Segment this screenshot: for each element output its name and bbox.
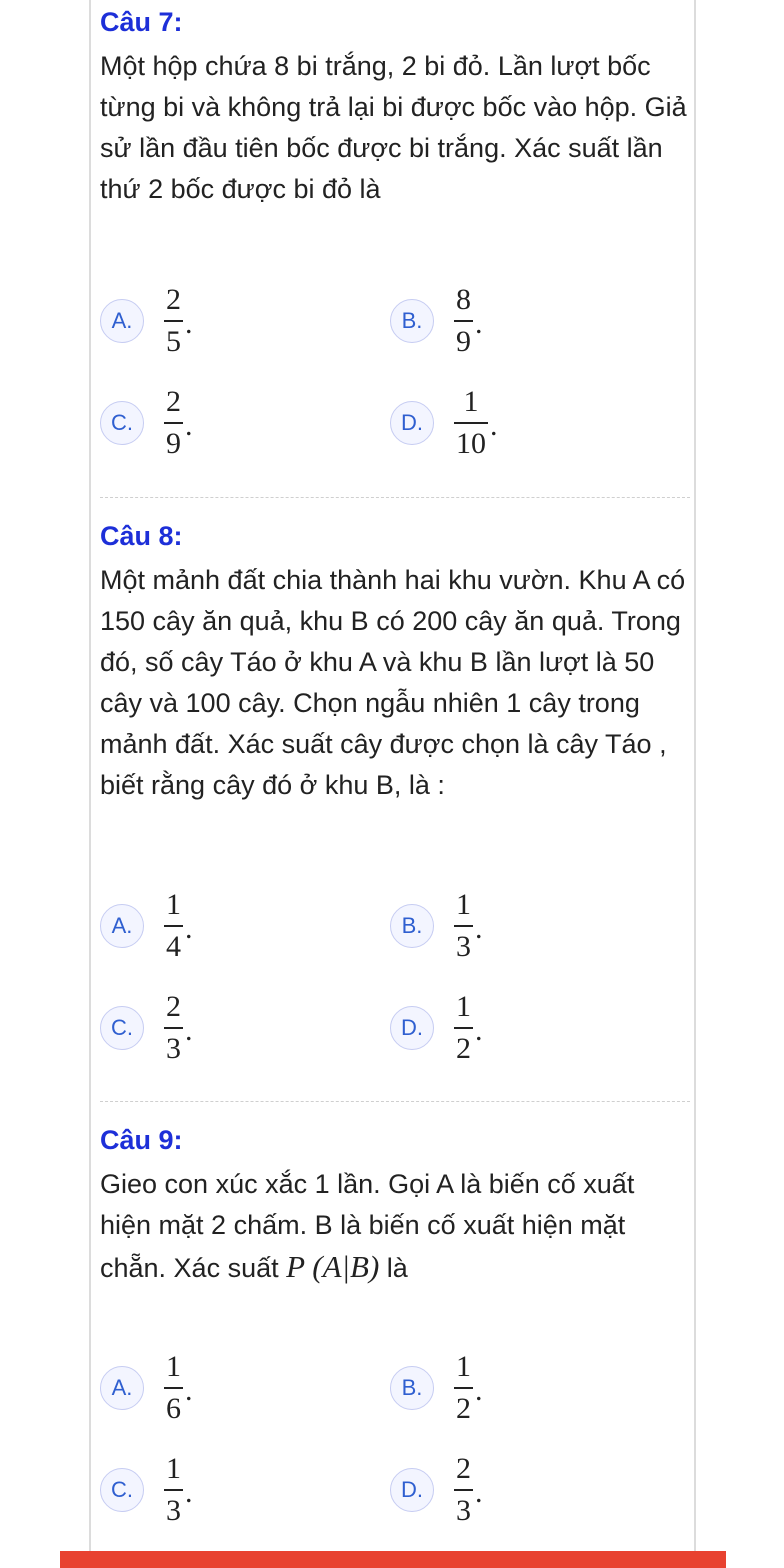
question-title: Câu 8: [100,521,183,551]
denominator: 9 [456,325,471,358]
option-label[interactable]: A. [100,299,144,343]
question-8 [100,520,690,806]
numerator: 2 [456,1452,471,1485]
fraction-bar [454,1489,473,1491]
option-suffix: . [475,307,483,340]
fraction [454,385,488,461]
option-7-c[interactable] [100,385,193,461]
option-7-b[interactable] [390,283,483,359]
fraction-bar [164,1387,183,1389]
fraction [454,1452,473,1528]
denominator: 6 [166,1392,181,1425]
question-text: Một hộp chứa 8 bi trắng, 2 bi đỏ. Lần lượt bốc từng bi và không trả lại bi được bốc vào hộp. Giả sử lần đầu tiên bốc được bi trắng. Xác suất lần thứ 2 bốc được bi đỏ là [100,51,687,204]
fraction [454,990,473,1066]
fraction-bar [454,422,488,424]
numerator: 1 [456,1350,471,1383]
numerator: 1 [166,1350,181,1383]
fraction [454,1350,473,1426]
option-label[interactable]: C. [100,1468,144,1512]
option-9-d[interactable] [390,1452,483,1528]
option-9-b[interactable] [390,1350,483,1426]
option-suffix: . [185,409,193,442]
option-label[interactable]: A. [100,904,144,948]
fraction [164,1452,183,1528]
option-suffix: . [185,912,193,945]
denominator: 2 [456,1032,471,1065]
fraction-bar [164,1489,183,1491]
option-label[interactable]: A. [100,1366,144,1410]
denominator: 4 [166,930,181,963]
fraction [164,888,183,964]
denominator: 3 [166,1032,181,1065]
fraction [454,888,473,964]
denominator: 5 [166,325,181,358]
option-label[interactable]: B. [390,299,434,343]
fraction [164,990,183,1066]
option-label[interactable]: D. [390,1006,434,1050]
question-title: Câu 7: [100,7,183,37]
fraction-bar [164,925,183,927]
option-7-a[interactable] [100,283,193,359]
numerator: 2 [166,385,181,418]
question-9 [100,1124,690,1289]
numerator: 8 [456,283,471,316]
option-9-c[interactable] [100,1452,193,1528]
denominator: 3 [166,1494,181,1527]
option-8-d[interactable] [390,990,483,1066]
option-suffix: . [475,912,483,945]
fraction-bar [454,1387,473,1389]
fraction [164,385,183,461]
option-label[interactable]: B. [390,904,434,948]
option-suffix: . [185,1374,193,1407]
fraction-bar [164,320,183,322]
option-suffix: . [475,1014,483,1047]
denominator: 9 [166,427,181,460]
numerator: 1 [463,385,479,418]
option-label[interactable]: C. [100,401,144,445]
numerator: 2 [166,283,181,316]
numerator: 1 [166,1452,181,1485]
question-text: Một mảnh đất chia thành hai khu vườn. Khu A có 150 cây ăn quả, khu B có 200 cây ăn quả. Trong đó, số cây Táo ở khu A và khu B lần lượt là 50 cây và 100 cây. Chọn ngẫu nhiên 1 cây trong mảnh đất. Xác suất cây được chọn là cây Táo , biết rằng cây đó ở khu B, là : [100,565,686,800]
fraction [164,1350,183,1426]
fraction-bar [454,1027,473,1029]
option-suffix: . [185,1014,193,1047]
fraction-bar [164,1027,183,1029]
option-suffix: . [475,1476,483,1509]
denominator: 2 [456,1392,471,1425]
question-divider [100,497,690,498]
fraction-bar [454,925,473,927]
fraction-bar [454,320,473,322]
option-label[interactable]: C. [100,1006,144,1050]
question-title: Câu 9: [100,1125,183,1155]
question-divider [100,1101,690,1102]
math-expression: P (A|B) [286,1249,380,1284]
option-suffix: . [185,307,193,340]
numerator: 1 [166,888,181,921]
denominator: 3 [456,1494,471,1527]
option-8-a[interactable] [100,888,193,964]
option-label[interactable]: D. [390,401,434,445]
question-text [100,1164,690,1289]
denominator: 10 [456,427,486,460]
option-8-b[interactable] [390,888,483,964]
fraction-bar [164,422,183,424]
option-suffix: . [185,1476,193,1509]
fraction [454,283,473,359]
option-7-d[interactable] [390,385,498,461]
option-suffix: . [490,409,498,442]
numerator: 2 [166,990,181,1023]
fraction [164,283,183,359]
question-text-part: Gieo con xúc xắc 1 lần. Gọi A là biến cố xuất hiện mặt 2 chấm. B là biến cố xuất hiện mặt chẵn. Xác suất [100,1169,635,1283]
option-label[interactable]: D. [390,1468,434,1512]
question-7 [100,6,690,210]
option-9-a[interactable] [100,1350,193,1426]
option-8-c[interactable] [100,990,193,1066]
numerator: 1 [456,990,471,1023]
numerator: 1 [456,888,471,921]
denominator: 3 [456,930,471,963]
bottom-action-bar[interactable] [60,1551,726,1568]
option-label[interactable]: B. [390,1366,434,1410]
option-suffix: . [475,1374,483,1407]
question-text-part: là [379,1253,408,1283]
